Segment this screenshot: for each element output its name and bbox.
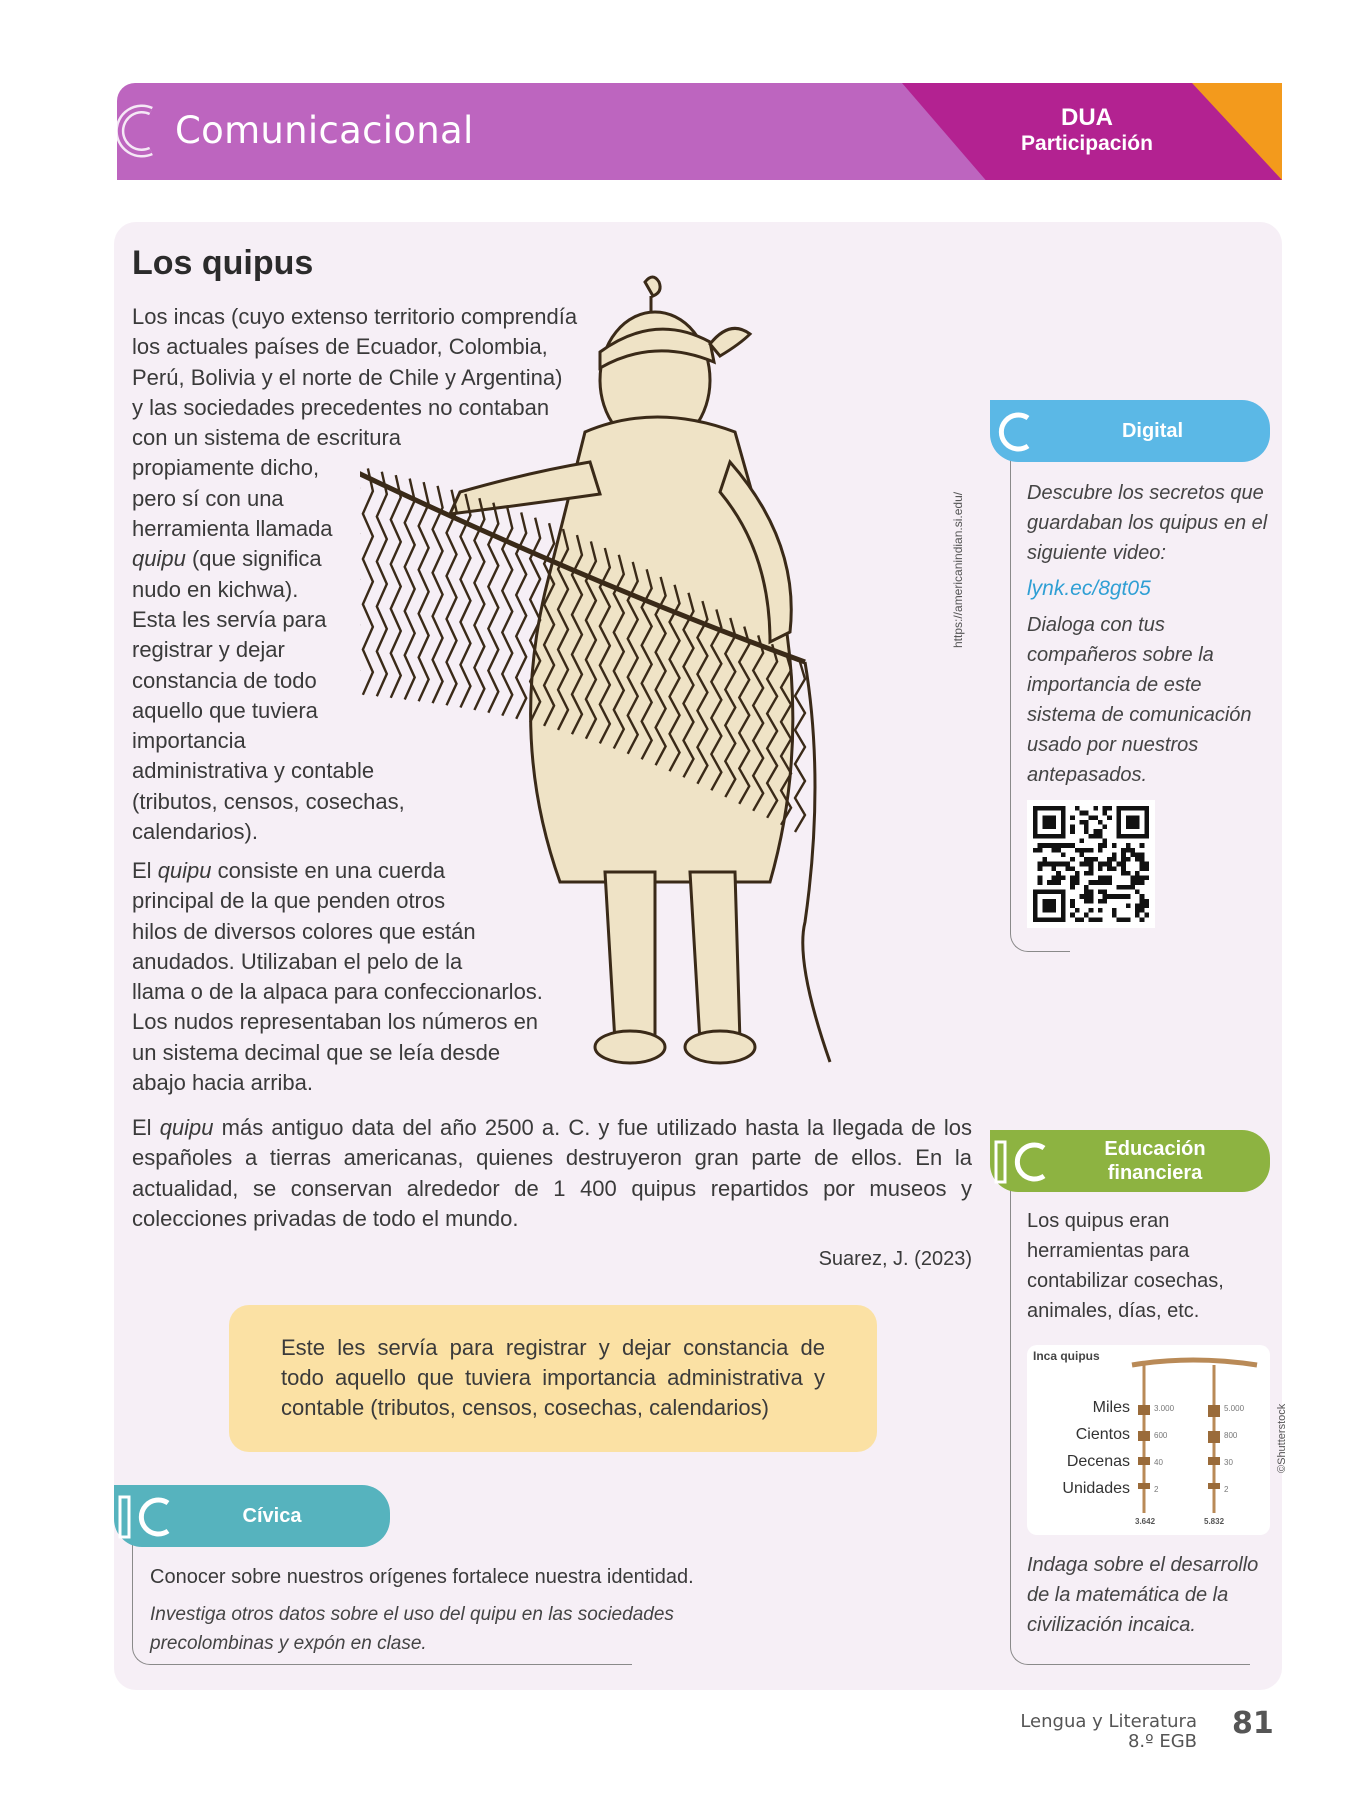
qr-module [1103,843,1108,848]
qr-module [1079,848,1084,853]
qr-module [1065,862,1070,867]
qr-module [1098,880,1103,885]
qr-module [1070,829,1075,834]
p1-line: herramienta llamada [132,516,333,542]
p1-line: nudo en kichwa). [132,576,299,602]
qr-module [1079,862,1084,867]
qr-module [1070,899,1075,904]
qr-module [1140,843,1145,848]
quipu-cord [377,472,387,697]
qr-module [1070,866,1075,871]
qr-module [1038,880,1043,885]
qr-module [1140,880,1145,885]
qr-module [1144,903,1149,908]
p1-line: propiamente dicho, [132,455,320,481]
qr-module [1079,820,1084,825]
p1-line: pero sí con una [132,485,284,511]
qr-module [1056,848,1061,853]
qr-module [1075,880,1080,885]
qr-module [1135,852,1140,857]
qr-module [1144,876,1149,881]
qr-module [1038,843,1043,848]
p2-start: El [132,858,158,883]
qr-module [1130,848,1135,853]
qr-module [1140,862,1145,867]
qr-module [1112,857,1117,862]
row-label-cientos: Cientos [1075,1426,1130,1443]
qr-module [1089,857,1094,862]
qr-module [1042,862,1047,867]
qr-module [1144,866,1149,871]
qr-module [1084,862,1089,867]
qr-module [1098,908,1103,913]
quipu-cord [391,475,401,698]
p1-line: constancia de todo [132,667,317,693]
p3-rest: más antiguo data del año 2500 a. C. y fue utilizado hasta la llegada de los españoles a tierras americanas, quienes destruyeron gran parte de ellos. En la actualidad, se conservan alrededor de 1 400 quipus repartidos por museos y colecciones privadas de todo el mundo. [132,1115,972,1231]
p1-line: (tributos, censos, cosechas, [132,788,405,814]
qr-module [1089,834,1094,839]
qr-module [1103,811,1108,816]
digital-tag [990,400,1270,462]
qr-module [1042,843,1047,848]
qr-module [1061,862,1066,867]
qr-module [1107,806,1112,811]
qr-module [1052,843,1057,848]
qr-module [1056,871,1061,876]
paragraph-3 [132,1113,972,1234]
qr-module [1093,815,1098,820]
source-citation: Suarez, J. (2023) [818,1248,972,1270]
left-value: 3.000 [1154,1404,1175,1413]
qr-module [1107,866,1112,871]
qr-module [1052,862,1057,867]
p1-line: con un sistema de escritura [132,425,402,451]
qr-module [1126,843,1131,848]
p1-line: administrativa y contable [132,758,375,784]
qr-module [1098,862,1103,867]
qr-module [1084,820,1089,825]
qr-module [1089,880,1094,885]
dua-subtitle: Participación [1021,132,1153,155]
qr-module [1089,871,1094,876]
qr-module [1126,903,1131,908]
left-total: 3.642 [1135,1517,1156,1526]
qr-module [1103,806,1108,811]
p2-line: hilos de diversos colores que están [132,918,476,944]
p2-line: abajo hacia arriba. [132,1070,314,1096]
qr-module [1140,917,1145,922]
footer-subject [1020,1712,1197,1752]
qr-module [1089,815,1094,820]
right-value: 30 [1224,1458,1233,1467]
qr-module [1103,838,1108,843]
qr-module [1140,876,1145,881]
qr-module [1103,890,1108,895]
qr-module [1084,829,1089,834]
qr-module [1089,894,1094,899]
qr-module [1084,811,1089,816]
educacion-financiera-tag [990,1130,1270,1192]
qr-module [1140,903,1145,908]
p2-line: llama o de la alpaca para confeccionarlos. [132,979,543,1005]
qr-module [1089,866,1094,871]
qr-module [1098,899,1103,904]
quipu-term: quipu [157,858,212,883]
qr-module [1033,848,1038,853]
qr-module [1079,811,1084,816]
qr-module [1075,848,1080,853]
qr-module [1103,899,1108,904]
qr-module [1135,908,1140,913]
educacion-label [990,1137,1270,1185]
section-banner [117,83,1282,180]
qr-module [1112,913,1117,918]
p1-line: los actuales países de Ecuador, Colombia, [132,334,548,360]
shutterstock-credit: ©Shutterstock [1276,1403,1288,1473]
qr-module [1079,894,1084,899]
qr-finder [1042,815,1056,829]
quipu-cord [363,468,373,694]
qr-module [1135,876,1140,881]
section-title: Comunicacional [175,109,474,152]
qr-module [1107,880,1112,885]
qr-module [1075,871,1080,876]
quipu-cord [405,479,415,700]
p2-line: un sistema decimal que se leía desde [132,1039,501,1065]
qr-module [1047,843,1052,848]
digital-prompt: Dialoga con tus compañeros sobre la importancia de este sistema de comunicación usado por nuestros antepasados. [1027,614,1252,786]
p1-line-part: (que significa [185,546,322,572]
qr-module [1130,885,1135,890]
qr-module [1135,857,1140,862]
qr-module [1098,876,1103,881]
qr-module [1140,852,1145,857]
qr-module [1126,871,1131,876]
qr-module [1107,894,1112,899]
qr-module [1056,843,1061,848]
qr-module [1089,890,1094,895]
qr-module [1070,843,1075,848]
qr-module [1070,913,1075,918]
qr-module [1117,885,1122,890]
educacion-label-line: Educación [1104,1138,1206,1160]
quipu-cord [433,486,443,703]
quipu-cord [516,512,526,718]
qr-module [1140,908,1145,913]
qr-module [1061,843,1066,848]
qr-module [1038,848,1043,853]
quipu-term: quipu [132,546,186,572]
qr-module [1052,848,1057,853]
p1-line: Perú, Bolivia y el norte de Chile y Argentina) [132,364,563,390]
qr-module [1093,829,1098,834]
educacion-prompt: Indaga sobre el desarrollo de la matemática de la civilización incaica. [1027,1554,1259,1636]
qr-module [1070,903,1075,908]
digital-link[interactable]: lynk.ec/8gt05 [1027,577,1151,600]
qr-module [1098,848,1103,853]
qr-finder [1042,899,1056,913]
qr-module [1121,848,1126,853]
qr-module [1130,876,1135,881]
qr-module [1144,913,1149,918]
qr-module [1112,843,1117,848]
left-value: 40 [1154,1458,1163,1467]
digital-label: Digital [1121,420,1184,442]
article-title: Los quipus [132,244,314,282]
qr-module [1038,866,1043,871]
p1-line: Los incas (cuyo extenso territorio comprendía [132,304,578,329]
qr-module [1084,890,1089,895]
qr-module [1079,838,1084,843]
qr-module [1144,899,1149,904]
qr-module [1098,890,1103,895]
qr-module [1089,917,1094,922]
educacion-text: Los quipus eran herramientas para contabilizar cosechas, animales, días, etc. [1027,1210,1224,1322]
qr-module [1117,894,1122,899]
right-value: 800 [1224,1431,1238,1440]
qr-module [1135,880,1140,885]
qr-module [1135,913,1140,918]
qr-module [1121,885,1126,890]
qr-module [1089,899,1094,904]
qr-module [1084,857,1089,862]
qr-module [1126,894,1131,899]
qr-module [1075,908,1080,913]
qr-module [1052,866,1057,871]
row-label-decenas: Decenas [1066,1453,1130,1470]
p2-line: principal de la que penden otros [132,888,446,914]
qr-module [1121,894,1126,899]
qr-module [1117,917,1122,922]
qr-module [1070,880,1075,885]
qr-module [1103,825,1108,830]
p1-line: aquello que tuviera [132,697,318,723]
p1-line: Esta les servía para [132,606,327,632]
dua-label [1002,105,1172,157]
qr-module [1047,862,1052,867]
qr-module [1093,917,1098,922]
p1-line: calendarios). [132,819,258,845]
qr-module [1117,862,1122,867]
qr-module [1121,852,1126,857]
educacion-label-line: financiera [1107,1162,1203,1184]
qr-module [1140,857,1145,862]
qr-module [1121,862,1126,867]
p2-line: anudados. Utilizaban el pelo de la [132,948,463,974]
qr-module [1065,866,1070,871]
row-label-miles: Miles [1092,1399,1130,1416]
qr-module [1126,917,1131,922]
quipu-cord [447,490,457,705]
quipu-term: quipu [159,1115,214,1140]
qr-module [1056,862,1061,867]
qr-module [1084,871,1089,876]
qr-module [1112,894,1117,899]
p1-line: registrar y dejar [132,637,285,663]
qr-module [1140,866,1145,871]
civica-label: Cívica [242,1505,302,1527]
qr-module [1103,880,1108,885]
qr-module [1140,899,1145,904]
p2-line: Los nudos representaban los números en [132,1009,539,1035]
qr-module [1140,894,1145,899]
qr-module [1107,862,1112,867]
p1-line: y las sociedades precedentes no contaban [132,394,550,420]
qr-module [1121,866,1126,871]
highlight-box [229,1305,877,1452]
qr-code[interactable] [1027,800,1155,928]
qr-module [1144,862,1149,867]
subject-name: Lengua y Literatura [1020,1711,1197,1732]
qr-finder [1126,815,1140,829]
civica-tag [114,1485,390,1547]
qr-module [1089,848,1094,853]
qr-module [1103,876,1108,881]
qr-module [1084,913,1089,918]
qr-module [1079,917,1084,922]
p1-line: importancia [132,728,246,754]
qr-module [1093,834,1098,839]
highlight-text: Este les servía para registrar y dejar constancia de todo aquello que tuviera importancia administrativa y contable (tributos, censos, cosechas, calendarios) [281,1335,825,1420]
left-value: 600 [1154,1431,1168,1440]
qr-module [1070,876,1075,881]
qr-module [1130,852,1135,857]
right-value: 2 [1224,1485,1229,1494]
qr-module [1056,880,1061,885]
qr-module [1079,852,1084,857]
grade-name: 8.º EGB [1127,1731,1197,1752]
qr-module [1135,871,1140,876]
qr-module [1098,917,1103,922]
qr-module [1103,862,1108,867]
qr-module [1130,880,1135,885]
qr-module [1126,848,1131,853]
dua-title: DUA [1061,104,1113,131]
qr-module [1126,885,1131,890]
qr-module [1075,806,1080,811]
qr-module [1112,908,1117,913]
inca-quipus-diagram [1027,1345,1270,1535]
qr-module [1084,848,1089,853]
qr-module [1098,866,1103,871]
qr-module [1052,880,1057,885]
quipu-cord [795,662,805,832]
right-value: 5.000 [1224,1404,1245,1413]
qr-module [1047,880,1052,885]
left-value: 2 [1154,1485,1159,1494]
qr-module [1107,876,1112,881]
qr-module [1070,885,1075,890]
image-credit: https://americanindian.si.edu/ [951,491,965,648]
qr-module [1038,876,1043,881]
qr-module [1061,876,1066,881]
qr-module [1093,806,1098,811]
quipu-cord [419,482,429,701]
qr-module [1093,857,1098,862]
qr-module [1089,908,1094,913]
qr-module [1135,903,1140,908]
qr-module [1084,825,1089,830]
qr-module [1103,894,1108,899]
civica-text: Conocer sobre nuestros orígenes fortalece nuestra identidad. [150,1566,694,1588]
comunicacional-c-icon [117,101,155,161]
qr-module [1056,876,1061,881]
civica-prompt: Investiga otros datos sobre el uso del quipu en las sociedades precolombinas y expón en clase. [150,1604,674,1654]
qr-module [1098,834,1103,839]
qr-module [1098,820,1103,825]
p3-start: El [132,1115,160,1140]
qr-module [1098,829,1103,834]
qr-module [1098,843,1103,848]
qr-module [1070,815,1075,820]
qr-module [1084,885,1089,890]
qr-module [1070,857,1075,862]
digital-body [1027,478,1272,790]
qr-module [1121,917,1126,922]
qr-module [1107,857,1112,862]
qr-module [1112,866,1117,871]
qr-module [1126,857,1131,862]
qr-module [1084,899,1089,904]
qr-module [1089,862,1094,867]
digital-intro: Descubre los secretos que guardaban los quipus en el siguiente video: [1027,482,1268,564]
qr-module [1052,876,1057,881]
page-number: 81 [1232,1706,1274,1741]
qr-module [1084,894,1089,899]
qr-module [1107,815,1112,820]
qr-module [1038,862,1043,867]
qr-module [1121,857,1126,862]
qr-module [1135,890,1140,895]
qr-module [1065,843,1070,848]
right-total: 5.832 [1204,1517,1225,1526]
qr-module [1112,852,1117,857]
qr-module [1121,871,1126,876]
qr-module [1075,917,1080,922]
qr-module [1093,880,1098,885]
p2-first: consiste en una cuerda [211,858,446,883]
row-label-unidades: Unidades [1062,1480,1130,1497]
quipu-diagram-graphic [1027,1345,1270,1535]
qr-module [1070,825,1075,830]
diagram-title: Inca quipus [1033,1349,1100,1363]
qr-module [1042,857,1047,862]
inca-quipu-illustration [360,262,985,1082]
qr-module [1075,876,1080,881]
qr-module [1061,852,1066,857]
